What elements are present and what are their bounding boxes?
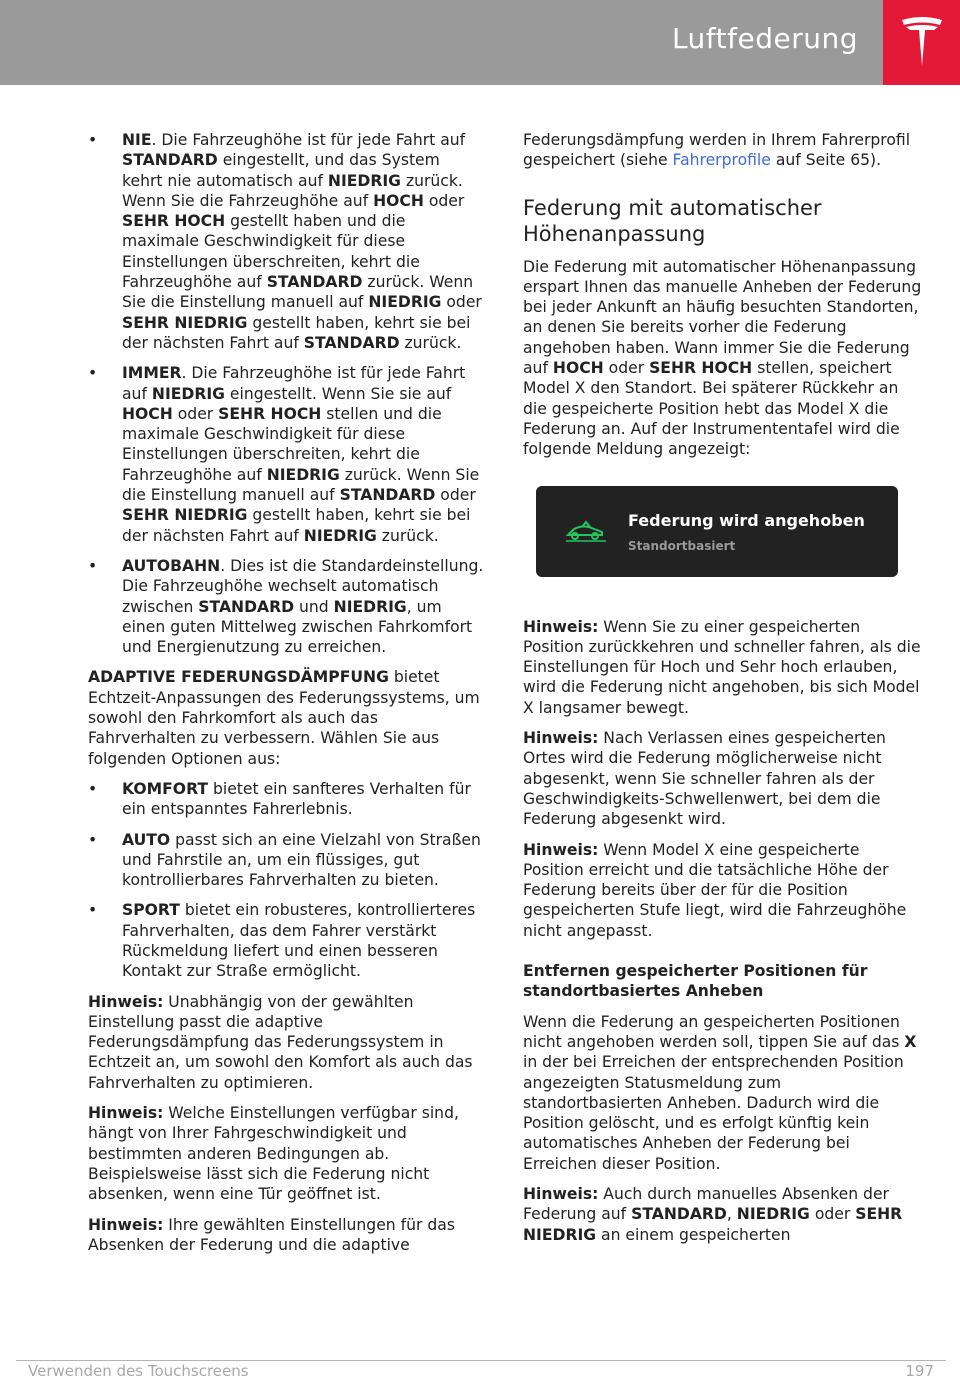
text: gestellt haben, kehrt sie bei der nächsten Fahrt auf (122, 313, 471, 352)
setting-term: NIEDRIG (151, 384, 225, 403)
note-paragraph (523, 1184, 923, 1245)
option-term: NIE (122, 131, 152, 149)
option-term: AUTO (122, 830, 171, 849)
text: an einem gespeicherten (596, 1225, 791, 1244)
option-term: KOMFORT (122, 779, 209, 798)
note-paragraph (88, 1215, 484, 1256)
text: gestellt haben und die maximale Geschwindigkeit für diese Einstellungen überschreiten, kehrt die Fahrzeughöhe auf (122, 212, 420, 292)
close-x-term: X (904, 1032, 917, 1051)
setting-term: HOCH (373, 191, 424, 210)
notification-title: Federung wird angehoben (628, 510, 865, 530)
setting-term: NIEDRIG (303, 526, 377, 545)
text: Unabhängig von der gewählten Einstellung passt die adaptive Federungsdämpfung das Federungssystem in Echtzeit an, um sowohl den Komfort als auch das Fahrverhalten zu optimieren. (88, 992, 473, 1092)
setting-term: SEHR NIEDRIG (122, 313, 248, 332)
setting-term: STANDARD (303, 333, 400, 352)
note-paragraph (523, 617, 923, 718)
footer-divider (16, 1360, 946, 1361)
text: gestellt haben, kehrt sie bei der nächsten Fahrt auf (122, 506, 471, 545)
text: . Die Fahrzeughöhe ist für jede Fahrt auf (151, 131, 466, 149)
adaptive-damping-paragraph (88, 667, 484, 768)
continued-paragraph (523, 130, 923, 171)
note-paragraph (523, 728, 923, 829)
text: oder (435, 486, 476, 505)
damping-option-list (88, 779, 484, 982)
right-column (523, 130, 923, 1255)
text: oder (809, 1205, 856, 1224)
text: Federungsdämpfung werden in Ihrem Fahrerprofil gespeichert (siehe (523, 131, 911, 170)
text: Wenn die Federung an gespeicherten Positionen nicht angehoben werden soll, tippen Sie auf das (523, 1012, 905, 1051)
text: zurück. Wenn Sie die Fahrzeughöhe auf (122, 171, 463, 210)
text: bietet Echtzeit-Anpassungen des Federungssystems, um sowohl den Fahrkomfort als auch das Fahrverhalten zu verbessern. Wählen Sie aus folgenden Optionen aus: (88, 668, 480, 768)
setting-term: NIEDRIG (327, 171, 401, 190)
text: oder (603, 359, 650, 378)
text: oder (441, 293, 482, 312)
setting-term: SEHR HOCH (649, 359, 753, 378)
note-paragraph (88, 992, 484, 1093)
notification-subtitle: Standortbasiert (628, 538, 736, 553)
text: Auch durch manuelles Absenken der Federung auf (523, 1184, 889, 1224)
text: zurück. Wenn Sie die Einstellung manuell auf (122, 273, 474, 312)
footer-section-title: Verwenden des Touchscreens (28, 1362, 249, 1380)
text: bietet ein robusteres, kontrollierteres Fahrverhalten, das dem Fahrer verstärkt Rückmeldung liefert und einen besseren Kontakt zur Straße ermöglicht. (122, 901, 476, 981)
setting-term: HOCH (552, 359, 604, 378)
bullet: • (88, 364, 98, 383)
text: stellen, speichert Model X den Standort. Bei späterer Rückkehr an die gespeicherte Position hebt das Model X die Federung an. Auf der Instrumententafel wird die folgende Meldung angezeigt: (523, 359, 900, 459)
text: zurück. (376, 526, 439, 545)
remove-paragraph (523, 1012, 923, 1174)
setting-term: SEHR HOCH (122, 212, 226, 231)
text: in der bei Erreichen der entsprechenden Position angezeigten Statusmeldung zum standortbasierten Anheben. Dadurch wird die Position gelöscht, und es erfolgt künftig kein automatisches Anheben der Federung bei Erreichen dieser Position. (523, 1053, 904, 1173)
text: , um einen guten Mittelweg zwischen Fahrkomfort und Energienutzung zu erreichen. (122, 597, 473, 657)
adaptive-damping-term: ADAPTIVE FEDERUNGSDÄMPFUNG (88, 668, 389, 687)
note-label: Hinweis: (523, 1184, 599, 1203)
setting-term: SEHR HOCH (218, 404, 322, 423)
setting-term: NIEDRIG (368, 293, 442, 312)
note-label: Hinweis: (523, 729, 599, 748)
setting-term: STANDARD (266, 273, 363, 292)
list-item (88, 363, 484, 546)
subsection-heading: Entfernen gespeicherter Positionen für standortbasiertes Anheben (523, 962, 868, 1001)
text: zurück. Wenn Sie die Einstellung manuell auf (122, 465, 480, 505)
left-column (88, 130, 484, 1265)
text: Welche Einstellungen verfügbar sind, hängt von Ihrer Fahrgeschwindigkeit und bestimmten anderen Bedingungen ab. Beispielsweise lässt sich die Federung nicht absenken, wenn eine Tür geöffnet ist. (88, 1104, 459, 1204)
text: und (294, 597, 334, 616)
setting-term: STANDARD (122, 151, 218, 170)
text: Ihre gewählten Einstellungen für das Absenken der Federung und die adaptive (88, 1215, 455, 1254)
setting-term: STANDARD (631, 1205, 727, 1224)
text: oder (172, 404, 219, 423)
page-number: 197 (905, 1362, 934, 1380)
car-raise-icon (564, 520, 608, 542)
page-title: Luftfederung (671, 22, 858, 55)
note-label: Hinweis: (88, 992, 164, 1011)
note-paragraph (88, 1103, 484, 1204)
option-term: SPORT (122, 901, 180, 920)
text: Nach Verlassen eines gespeicherten Ortes wird die Federung möglicherweise nicht abgesenkt, wenn Sie schneller fahren als der Geschwindigkeits-Schwellenwert, bei dem die Federung abgesenkt wird. (523, 729, 886, 829)
text: bietet ein sanfteres Verhalten für ein entspanntes Fahrerlebnis. (122, 779, 471, 819)
setting-term: STANDARD (339, 486, 436, 505)
text: . Die Fahrzeughöhe ist für jede Fahrt auf (122, 364, 466, 403)
list-item (88, 779, 484, 820)
bullet: • (88, 131, 98, 149)
text: oder (423, 191, 465, 210)
text: Die Federung mit automatischer Höhenanpassung erspart Ihnen das manuelle Anheben der Federung bei jeder Ankunft an häufig besuchten Standorten, an denen Sie bereits vorher die Federung angehoben haben. Wann immer Sie die Federung auf (523, 257, 922, 378)
brand-logo-box (883, 0, 960, 85)
text: . Dies ist die Standardeinstellung. Die Fahrzeughöhe wechselt automatisch zwischen (122, 556, 484, 616)
list-item (88, 556, 484, 657)
option-term: AUTOBAHN (122, 556, 221, 575)
bullet: • (88, 901, 98, 920)
setting-term: HOCH (122, 404, 173, 423)
section-heading: Federung mit automatischer Höhenanpassung (523, 195, 822, 246)
intro-paragraph (523, 257, 923, 460)
page-header (0, 0, 960, 85)
note-label: Hinweis: (523, 840, 599, 859)
text: stellen und die maximale Geschwindigkeit für diese Einstellungen überschreiten, kehrt die Fahrzeughöhe auf (122, 404, 442, 484)
bullet: • (88, 779, 98, 798)
note-label: Hinweis: (523, 617, 599, 636)
list-item (88, 130, 484, 353)
text: Wenn Sie zu einer gespeicherten Position zurückkehren und schneller fahren, als die Einstellungen für Hoch und Sehr hoch erlauben, wird die Federung nicht angehoben, bis sich Model X langsamer bewegt. (523, 617, 921, 717)
setting-term: NIEDRIG (333, 597, 407, 616)
setting-term: STANDARD (198, 597, 295, 616)
driver-profiles-link[interactable]: Fahrerprofile (672, 151, 771, 170)
setting-term: SEHR NIEDRIG (523, 1205, 903, 1244)
suspension-notification-image (536, 486, 898, 577)
setting-term: SEHR NIEDRIG (122, 506, 248, 525)
ride-height-option-list (88, 130, 484, 657)
tesla-logo-icon (899, 16, 945, 68)
note-label: Hinweis: (88, 1215, 164, 1234)
option-term: IMMER (122, 364, 182, 383)
bullet: • (88, 830, 98, 849)
text: auf Seite 65). (770, 151, 882, 170)
note-paragraph (523, 840, 923, 941)
list-item (88, 830, 484, 891)
text: Wenn Model X eine gespeicherte Position erreicht und die tatsächliche Höhe der Federung bereits über der für die Position gespeicherten Stufe liegt, wird die Fahrzeughöhe nicht angepasst. (523, 840, 907, 940)
text: passt sich an eine Vielzahl von Straßen und Fahrstile an, um ein flüssiges, gut kontrollierbares Fahrverhalten zu bieten. (122, 830, 481, 890)
note-label: Hinweis: (88, 1104, 164, 1123)
text: zurück. (399, 333, 462, 352)
text: , (726, 1205, 737, 1224)
list-item (88, 900, 484, 981)
setting-term: NIEDRIG (736, 1205, 810, 1224)
bullet: • (88, 556, 98, 575)
text: eingestellt. Wenn Sie sie auf (224, 384, 452, 403)
text: eingestellt, und das System kehrt nie automatisch auf (122, 151, 440, 190)
setting-term: NIEDRIG (266, 465, 340, 484)
